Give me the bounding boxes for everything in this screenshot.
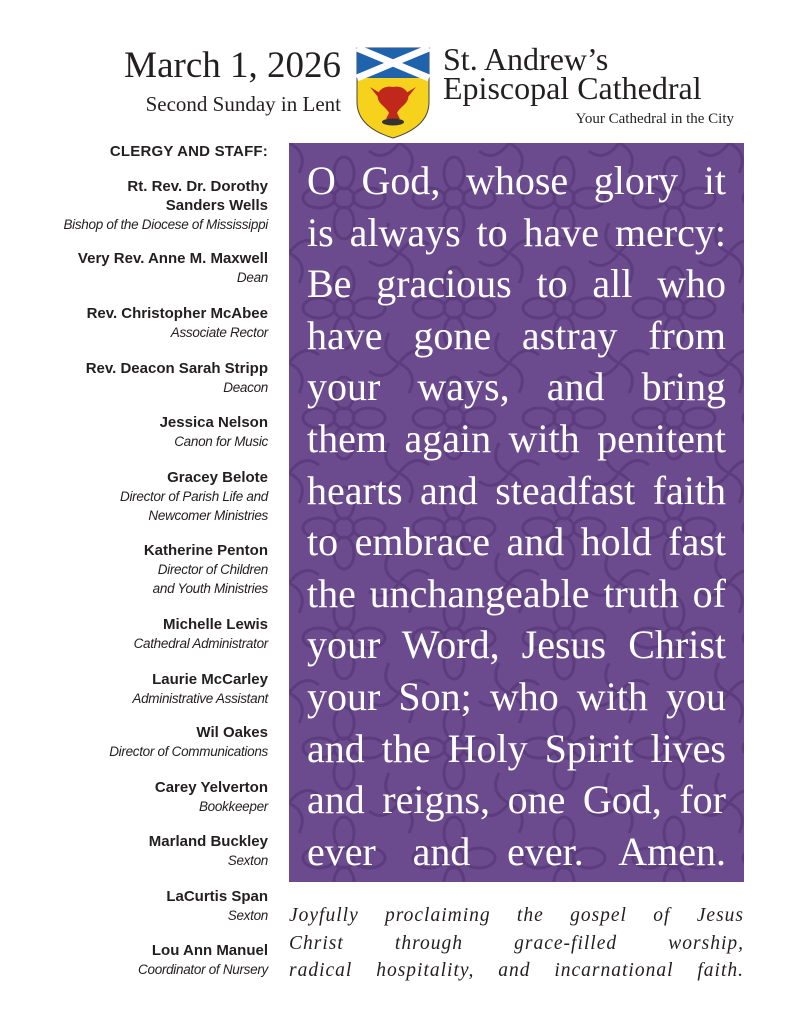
staff-name: Rev. Christopher McAbee — [86, 305, 268, 322]
staff-title: Dean — [236, 270, 268, 285]
staff-member — [166, 887, 268, 925]
staff-title: Newcomer Ministries — [148, 508, 268, 523]
cathedral-name-line-2: Episcopal Cathedral — [443, 70, 702, 106]
staff-name: Katherine Penton — [143, 542, 268, 559]
staff-title: and Youth Ministries — [152, 581, 268, 596]
staff-member — [86, 359, 268, 397]
liturgical-day: Second Sunday in Lent — [145, 92, 341, 116]
collect-panel — [289, 143, 744, 882]
staff-name: Michelle Lewis — [162, 616, 268, 633]
collect-line: and reigns, one God, for — [307, 777, 726, 823]
collect-line: have gone astray from — [307, 312, 726, 358]
staff-member — [78, 249, 268, 287]
staff-member — [87, 304, 268, 342]
staff-name: Rt. Rev. Dr. Dorothy — [127, 178, 268, 195]
staff-member — [120, 468, 268, 525]
staff-name: Jessica Nelson — [159, 414, 268, 431]
mission-line: Christ through grace-filled worship, — [289, 932, 744, 954]
collect-line: them again with penitent — [307, 415, 726, 461]
cathedral-shield-logo — [356, 47, 430, 139]
staff-title: Bookkeeper — [198, 799, 268, 814]
collect-line: and the Holy Spirit lives — [307, 725, 726, 771]
staff-name: Laurie McCarley — [152, 671, 268, 688]
staff-title: Director of Parish Life and — [120, 489, 268, 504]
staff-title: Sexton — [227, 853, 268, 868]
staff-title: Administrative Assistant — [132, 691, 268, 706]
service-date: March 1, 2026 — [124, 45, 341, 86]
collect-line: your Word, Jesus Christ — [307, 622, 726, 668]
staff-title: Canon for Music — [174, 434, 268, 449]
collect-line: the unchangeable truth of — [307, 570, 726, 616]
mission-line: radical hospitality, and incarnational faith. — [289, 960, 744, 981]
mission-statement — [289, 902, 744, 985]
staff-member — [132, 670, 268, 708]
staff-member — [155, 778, 268, 816]
staff-heading: CLERGY AND STAFF: — [109, 143, 268, 160]
staff-name: Very Rev. Anne M. Maxwell — [77, 250, 268, 267]
collect-line: to embrace and hold fast — [307, 519, 726, 565]
staff-member — [149, 832, 268, 870]
cathedral-tagline: Your Cathedral in the City — [575, 111, 734, 127]
staff-name: Marland Buckley — [148, 833, 268, 850]
staff-title: Sexton — [227, 908, 268, 923]
staff-name: Rev. Deacon Sarah Stripp — [85, 360, 268, 377]
staff-title: Cathedral Administrator — [133, 636, 268, 651]
staff-name: LaCurtis Span — [166, 888, 268, 905]
staff-title: Bishop of the Diocese of Mississippi — [63, 217, 268, 232]
collect-line: Be gracious to all who — [307, 261, 726, 307]
collect-line: your Son; who with you — [307, 673, 726, 719]
collect-prayer-text — [307, 155, 726, 877]
collect-line: ever and ever. Amen. — [307, 828, 726, 874]
staff-member — [160, 413, 268, 451]
staff-member — [144, 541, 268, 598]
staff-member — [138, 941, 268, 979]
staff-name: Wil Oakes — [196, 724, 268, 741]
staff-member — [134, 615, 268, 653]
collect-line: O God, whose glory it — [307, 158, 726, 203]
staff-name: Gracey Belote — [167, 469, 268, 486]
cathedral-name — [443, 41, 702, 106]
staff-name: Lou Ann Manuel — [151, 942, 268, 959]
staff-title: Coordinator of Nursery — [138, 962, 268, 977]
staff-name: Carey Yelverton — [154, 779, 268, 796]
cathedral-name-line-1: St. Andrew’s — [443, 41, 609, 77]
staff-member — [109, 723, 268, 761]
collect-line: hearts and steadfast faith — [307, 467, 726, 513]
staff-title: Associate Rector — [170, 325, 268, 340]
staff-title: Director of Communications — [109, 744, 268, 759]
staff-title: Director of Children — [157, 562, 268, 577]
collect-line: is always to have mercy: — [307, 209, 726, 255]
staff-name: Sanders Wells — [165, 197, 268, 214]
collect-line: your ways, and bring — [307, 364, 726, 410]
mission-line: Joyfully proclaiming the gospel of Jesus — [289, 905, 744, 926]
staff-member — [63, 177, 268, 234]
staff-title: Deacon — [223, 380, 268, 395]
